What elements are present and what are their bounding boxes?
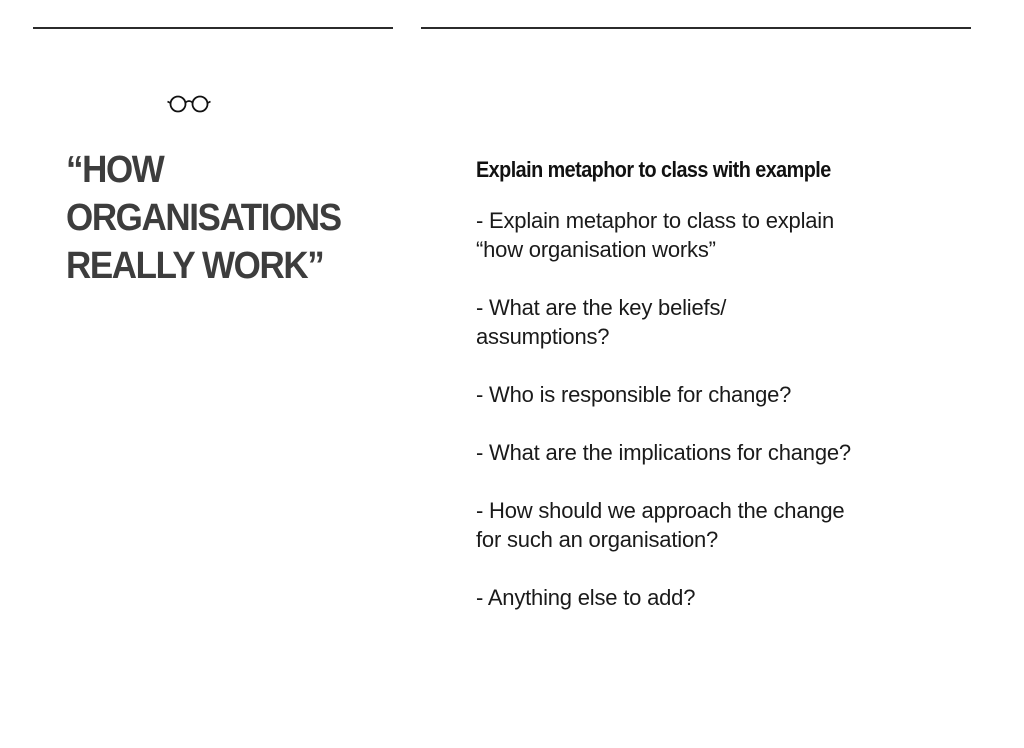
item-line: - Explain metaphor to class to explain (476, 208, 835, 233)
title-line: ORGANISATIONS (66, 197, 341, 239)
item-line: “how organisation works” (476, 237, 716, 262)
item-line: for such an organisation? (476, 527, 719, 552)
glasses-icon (166, 93, 212, 115)
discussion-item (476, 380, 906, 409)
discussion-item (476, 206, 906, 264)
right-divider (421, 27, 971, 29)
item-line: assumptions? (476, 324, 610, 349)
discussion-points (476, 155, 906, 641)
discussion-item (476, 438, 906, 467)
title-line: “HOW (66, 149, 164, 191)
item-line: - Who is responsible for change? (476, 382, 792, 407)
item-line: - How should we approach the change (476, 498, 845, 523)
item-line: - What are the key beliefs/ (476, 295, 727, 320)
section-heading: Explain metaphor to class with example (476, 157, 831, 182)
item-line: - What are the implications for change? (476, 440, 851, 465)
discussion-item (476, 293, 906, 351)
discussion-item (476, 496, 906, 554)
left-divider (33, 27, 393, 29)
title-line: REALLY WORK” (66, 245, 324, 287)
discussion-item (476, 583, 906, 612)
slide-title (66, 146, 342, 290)
item-line: - Anything else to add? (476, 585, 696, 610)
